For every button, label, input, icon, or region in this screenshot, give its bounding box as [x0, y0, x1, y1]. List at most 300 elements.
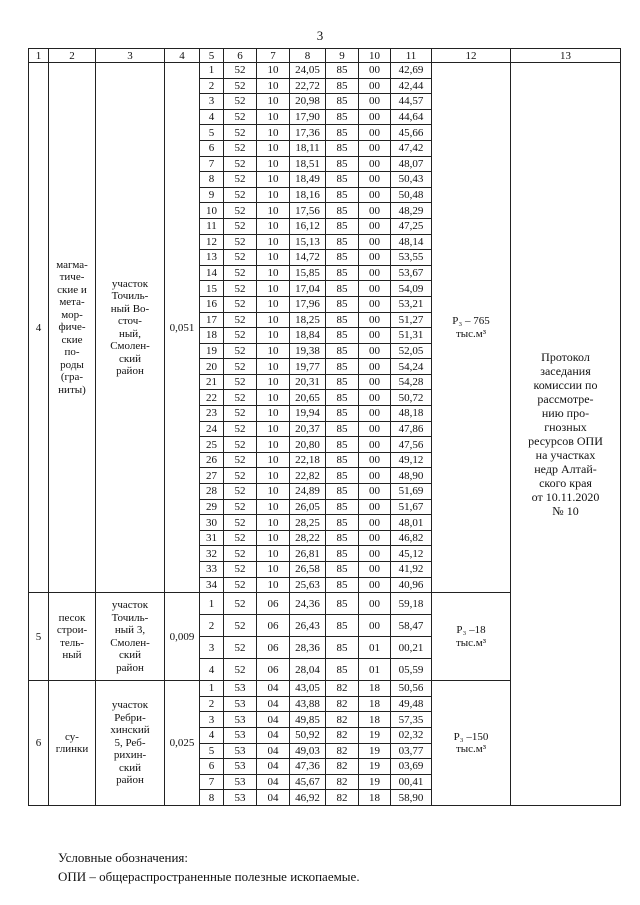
coordinate-cell: 52: [224, 406, 257, 422]
coordinate-cell: 10: [257, 78, 290, 94]
coordinate-cell: 24,89: [290, 484, 326, 500]
coordinate-cell: 1: [200, 63, 224, 79]
coordinate-cell: 05,59: [391, 659, 432, 681]
coordinate-cell: 85: [326, 281, 359, 297]
coordinate-cell: 24,36: [290, 593, 326, 615]
coordinate-cell: 04: [257, 774, 290, 790]
coordinate-cell: 52: [224, 218, 257, 234]
coordinate-cell: 18: [359, 681, 391, 697]
coordinate-cell: 50,48: [391, 187, 432, 203]
coordinate-cell: 15: [200, 281, 224, 297]
coordinate-cell: 52: [224, 187, 257, 203]
coordinate-cell: 04: [257, 712, 290, 728]
coordinate-cell: 28,04: [290, 659, 326, 681]
legend-title: Условные обозначения:: [58, 850, 189, 865]
coordinate-cell: 00: [359, 203, 391, 219]
coordinate-cell: 00: [359, 63, 391, 79]
coordinate-cell: 10: [257, 343, 290, 359]
coordinate-cell: 26,81: [290, 546, 326, 562]
coordinate-cell: 58,90: [391, 790, 432, 806]
coordinate-cell: 85: [326, 109, 359, 125]
coordinate-cell: 52,05: [391, 343, 432, 359]
coordinate-cell: 10: [257, 484, 290, 500]
coordinate-cell: 47,56: [391, 437, 432, 453]
coordinate-cell: 00: [359, 577, 391, 593]
coordinate-cell: 26,05: [290, 499, 326, 515]
coordinate-cell: 00: [359, 406, 391, 422]
coordinate-cell: 4: [200, 109, 224, 125]
coordinate-cell: 53: [224, 696, 257, 712]
coordinate-cell: 46,92: [290, 790, 326, 806]
coordinate-cell: 00: [359, 265, 391, 281]
coordinate-cell: 06: [257, 659, 290, 681]
coordinate-cell: 10: [257, 452, 290, 468]
coordinate-cell: 20: [200, 359, 224, 375]
coordinate-cell: 00: [359, 78, 391, 94]
header-cell: 9: [326, 49, 359, 63]
coordinate-cell: 10: [257, 218, 290, 234]
coordinate-cell: 85: [326, 172, 359, 188]
page-number: 3: [316, 28, 324, 43]
coordinate-cell: 52: [224, 281, 257, 297]
coordinate-cell: 26,43: [290, 615, 326, 637]
coordinate-cell: 10: [257, 562, 290, 578]
coordinate-cell: 21: [200, 374, 224, 390]
coordinate-cell: 02,32: [391, 727, 432, 743]
coordinate-cell: 29: [200, 499, 224, 515]
coordinate-cell: 52: [224, 637, 257, 659]
coordinate-cell: 18: [359, 712, 391, 728]
coordinate-cell: 42,69: [391, 63, 432, 79]
coordinate-cell: 12: [200, 234, 224, 250]
coordinate-cell: 06: [257, 593, 290, 615]
coordinate-cell: 53: [224, 727, 257, 743]
coordinate-cell: 00: [359, 615, 391, 637]
coordinate-cell: 52: [224, 296, 257, 312]
coordinate-cell: 49,85: [290, 712, 326, 728]
coordinate-cell: 85: [326, 374, 359, 390]
coordinate-cell: 18,84: [290, 328, 326, 344]
coordinate-cell: 82: [326, 743, 359, 759]
coordinate-cell: 52: [224, 343, 257, 359]
coordinates-table: [28, 48, 621, 806]
coordinate-cell: 6: [200, 759, 224, 775]
coordinate-cell: 85: [326, 577, 359, 593]
coordinate-cell: 48,07: [391, 156, 432, 172]
coordinate-cell: 52: [224, 172, 257, 188]
coordinate-cell: 00: [359, 562, 391, 578]
header-cell: 12: [432, 49, 511, 63]
coordinate-cell: 85: [326, 499, 359, 515]
coordinate-cell: 48,29: [391, 203, 432, 219]
coordinate-cell: 17,36: [290, 125, 326, 141]
coordinate-cell: 52: [224, 593, 257, 615]
coordinate-cell: 85: [326, 328, 359, 344]
coordinate-cell: 52: [224, 250, 257, 266]
coordinate-cell: 04: [257, 759, 290, 775]
coordinate-cell: 00: [359, 499, 391, 515]
coordinate-cell: 18,16: [290, 187, 326, 203]
coordinate-cell: 20,65: [290, 390, 326, 406]
coordinate-cell: 9: [200, 187, 224, 203]
coordinate-cell: 52: [224, 515, 257, 531]
coordinate-cell: 18,51: [290, 156, 326, 172]
coordinate-cell: 85: [326, 343, 359, 359]
coordinate-cell: 20,37: [290, 421, 326, 437]
coordinate-cell: 10: [257, 499, 290, 515]
header-row: [29, 49, 621, 63]
coordinate-cell: 85: [326, 530, 359, 546]
coordinate-cell: 25,63: [290, 577, 326, 593]
coordinate-cell: 10: [257, 140, 290, 156]
coordinate-cell: 3: [200, 637, 224, 659]
coordinate-cell: 85: [326, 615, 359, 637]
coordinate-cell: 85: [326, 468, 359, 484]
coordinate-cell: 1: [200, 681, 224, 697]
coordinate-cell: 82: [326, 681, 359, 697]
resource-estimate: Р₃ –18 тыс.м³: [432, 593, 511, 681]
coordinate-cell: 17,04: [290, 281, 326, 297]
site-name: участок Точиль- ный 3, Смолен- ский район: [96, 593, 165, 681]
coordinate-cell: 52: [224, 390, 257, 406]
coordinate-cell: 00: [359, 343, 391, 359]
coordinate-cell: 85: [326, 484, 359, 500]
coordinate-cell: 51,31: [391, 328, 432, 344]
coordinate-cell: 18: [200, 328, 224, 344]
coordinate-cell: 52: [224, 546, 257, 562]
coordinate-cell: 85: [326, 312, 359, 328]
protocol-reference: Протокол заседания комиссии по рассмотре- нию про- гнозных ресурсов ОПИ на участках недр Алтай- ского края от 10.11.2020 № 10: [511, 63, 621, 806]
coordinate-cell: 00: [359, 234, 391, 250]
coordinate-cell: 15,13: [290, 234, 326, 250]
area-value: 0,009: [165, 593, 200, 681]
coordinate-cell: 52: [224, 359, 257, 375]
coordinate-cell: 28: [200, 484, 224, 500]
coordinate-cell: 10: [257, 265, 290, 281]
coordinate-cell: 26: [200, 452, 224, 468]
coordinate-cell: 17,90: [290, 109, 326, 125]
coordinate-cell: 18: [359, 696, 391, 712]
coordinate-cell: 00: [359, 156, 391, 172]
coordinate-cell: 52: [224, 140, 257, 156]
coordinate-cell: 10: [200, 203, 224, 219]
coordinate-cell: 85: [326, 140, 359, 156]
coordinate-cell: 58,47: [391, 615, 432, 637]
coordinate-cell: 85: [326, 515, 359, 531]
coordinate-cell: 48,18: [391, 406, 432, 422]
coordinate-cell: 48,14: [391, 234, 432, 250]
coordinate-cell: 53: [224, 712, 257, 728]
coordinate-cell: 85: [326, 390, 359, 406]
coordinate-cell: 85: [326, 218, 359, 234]
coordinate-cell: 53: [224, 759, 257, 775]
coordinate-cell: 27: [200, 468, 224, 484]
coordinate-cell: 00: [359, 515, 391, 531]
coordinate-cell: 23: [200, 406, 224, 422]
coordinate-cell: 17,56: [290, 203, 326, 219]
coordinate-cell: 82: [326, 774, 359, 790]
coordinate-cell: 19: [359, 759, 391, 775]
coordinate-cell: 19,38: [290, 343, 326, 359]
coordinate-cell: 52: [224, 203, 257, 219]
area-value: 0,051: [165, 63, 200, 593]
coordinate-cell: 22,72: [290, 78, 326, 94]
coordinate-cell: 48,01: [391, 515, 432, 531]
coordinate-cell: 10: [257, 468, 290, 484]
site-name: участок Ребри- хинский 5, Реб- рихин- ский район: [96, 681, 165, 806]
coordinate-cell: 52: [224, 421, 257, 437]
coordinate-cell: 10: [257, 530, 290, 546]
coordinate-cell: 10: [257, 390, 290, 406]
coordinate-cell: 10: [257, 296, 290, 312]
header-cell: 2: [49, 49, 96, 63]
coordinate-cell: 52: [224, 63, 257, 79]
coordinate-cell: 5: [200, 743, 224, 759]
coordinate-cell: 31: [200, 530, 224, 546]
coordinate-cell: 85: [326, 637, 359, 659]
coordinate-cell: 19: [359, 743, 391, 759]
coordinate-cell: 7: [200, 774, 224, 790]
coordinate-cell: 18,49: [290, 172, 326, 188]
coordinate-cell: 2: [200, 78, 224, 94]
coordinate-cell: 19: [200, 343, 224, 359]
coordinate-cell: 82: [326, 696, 359, 712]
coordinate-cell: 00: [359, 109, 391, 125]
coordinate-cell: 17,96: [290, 296, 326, 312]
header-cell: 10: [359, 49, 391, 63]
coordinate-cell: 85: [326, 78, 359, 94]
header-cell: 4: [165, 49, 200, 63]
coordinate-cell: 00: [359, 452, 391, 468]
coordinate-cell: 06: [257, 615, 290, 637]
coordinate-cell: 01: [359, 659, 391, 681]
coordinate-cell: 34: [200, 577, 224, 593]
coordinate-cell: 00: [359, 468, 391, 484]
coordinate-cell: 5: [200, 125, 224, 141]
coordinate-cell: 33: [200, 562, 224, 578]
group-number: 6: [29, 681, 49, 806]
header-cell: 7: [257, 49, 290, 63]
coordinate-cell: 2: [200, 696, 224, 712]
coordinate-cell: 52: [224, 78, 257, 94]
coordinate-cell: 85: [326, 406, 359, 422]
coordinate-cell: 10: [257, 203, 290, 219]
coordinate-cell: 10: [257, 281, 290, 297]
coordinate-cell: 32: [200, 546, 224, 562]
coordinate-cell: 24: [200, 421, 224, 437]
coordinate-cell: 82: [326, 712, 359, 728]
coordinate-cell: 04: [257, 727, 290, 743]
coordinate-cell: 04: [257, 790, 290, 806]
area-value: 0,025: [165, 681, 200, 806]
coordinate-cell: 45,12: [391, 546, 432, 562]
coordinate-cell: 43,88: [290, 696, 326, 712]
coordinate-cell: 10: [257, 577, 290, 593]
rock-type: магма- тиче- ские и мета- мор- фиче- ские по- роды (гра- ниты): [49, 63, 96, 593]
coordinate-cell: 54,28: [391, 374, 432, 390]
coordinate-cell: 00: [359, 437, 391, 453]
coordinate-cell: 82: [326, 727, 359, 743]
coordinate-cell: 00: [359, 125, 391, 141]
coordinate-cell: 85: [326, 187, 359, 203]
coordinate-cell: 19,94: [290, 406, 326, 422]
legend: [58, 848, 360, 886]
coordinate-cell: 00: [359, 250, 391, 266]
coordinate-cell: 44,64: [391, 109, 432, 125]
coordinate-cell: 2: [200, 615, 224, 637]
legend-text: ОПИ – общераспространенные полезные ископаемые.: [58, 869, 360, 884]
coordinate-cell: 85: [326, 203, 359, 219]
coordinate-cell: 85: [326, 659, 359, 681]
coordinate-cell: 13: [200, 250, 224, 266]
coordinate-cell: 17: [200, 312, 224, 328]
coordinate-cell: 28,25: [290, 515, 326, 531]
coordinate-cell: 20,98: [290, 94, 326, 110]
coordinate-cell: 46,82: [391, 530, 432, 546]
coordinate-cell: 10: [257, 312, 290, 328]
coordinate-cell: 15,85: [290, 265, 326, 281]
coordinate-cell: 16: [200, 296, 224, 312]
header-cell: 13: [511, 49, 621, 63]
coordinate-cell: 85: [326, 63, 359, 79]
coordinate-cell: 53: [224, 774, 257, 790]
coordinate-cell: 40,96: [391, 577, 432, 593]
coordinate-cell: 10: [257, 359, 290, 375]
coordinate-cell: 52: [224, 328, 257, 344]
header-cell: 6: [224, 49, 257, 63]
coordinate-cell: 85: [326, 421, 359, 437]
coordinate-cell: 18: [359, 790, 391, 806]
coordinate-cell: 19,77: [290, 359, 326, 375]
coordinate-cell: 50,56: [391, 681, 432, 697]
coordinate-cell: 30: [200, 515, 224, 531]
coordinate-cell: 00: [359, 546, 391, 562]
coordinate-cell: 53: [224, 790, 257, 806]
coordinate-cell: 10: [257, 63, 290, 79]
coordinate-cell: 03,77: [391, 743, 432, 759]
coordinate-cell: 85: [326, 359, 359, 375]
coordinate-cell: 01: [359, 637, 391, 659]
coordinate-cell: 85: [326, 562, 359, 578]
coordinate-cell: 14: [200, 265, 224, 281]
coordinate-cell: 19: [359, 774, 391, 790]
coordinate-cell: 00: [359, 218, 391, 234]
coordinate-cell: 82: [326, 759, 359, 775]
coordinate-cell: 04: [257, 696, 290, 712]
coordinate-cell: 52: [224, 484, 257, 500]
coordinate-cell: 00: [359, 281, 391, 297]
coordinate-cell: 24,05: [290, 63, 326, 79]
coordinate-cell: 50,43: [391, 172, 432, 188]
coordinate-cell: 53: [224, 743, 257, 759]
coordinate-cell: 00: [359, 172, 391, 188]
coordinate-cell: 52: [224, 109, 257, 125]
coordinate-cell: 85: [326, 437, 359, 453]
coordinate-cell: 48,90: [391, 468, 432, 484]
coordinate-cell: 00: [359, 187, 391, 203]
coordinate-cell: 10: [257, 109, 290, 125]
coordinate-cell: 52: [224, 659, 257, 681]
coordinate-cell: 00: [359, 390, 391, 406]
coordinate-cell: 00: [359, 296, 391, 312]
coordinate-cell: 50,92: [290, 727, 326, 743]
coordinate-cell: 19: [359, 727, 391, 743]
header-cell: 8: [290, 49, 326, 63]
coordinate-cell: 52: [224, 577, 257, 593]
coordinate-cell: 00: [359, 140, 391, 156]
coordinate-cell: 50,72: [391, 390, 432, 406]
coordinate-cell: 45,66: [391, 125, 432, 141]
coordinate-cell: 28,22: [290, 530, 326, 546]
coordinate-cell: 25: [200, 437, 224, 453]
coordinate-cell: 49,03: [290, 743, 326, 759]
coordinate-cell: 00,21: [391, 637, 432, 659]
coordinate-cell: 52: [224, 615, 257, 637]
coordinate-cell: 14,72: [290, 250, 326, 266]
coordinate-cell: 10: [257, 546, 290, 562]
rock-type: су- глинки: [49, 681, 96, 806]
coordinate-cell: 00: [359, 374, 391, 390]
coordinate-cell: 8: [200, 172, 224, 188]
coordinate-cell: 22: [200, 390, 224, 406]
rock-type: песок строи- тель- ный: [49, 593, 96, 681]
coordinate-cell: 53: [224, 681, 257, 697]
coordinate-cell: 42,44: [391, 78, 432, 94]
coordinate-cell: 00: [359, 328, 391, 344]
coordinate-cell: 45,67: [290, 774, 326, 790]
coordinate-cell: 10: [257, 250, 290, 266]
coordinate-cell: 47,42: [391, 140, 432, 156]
coordinate-cell: 85: [326, 452, 359, 468]
coordinate-cell: 52: [224, 437, 257, 453]
coordinate-cell: 49,48: [391, 696, 432, 712]
coordinate-cell: 85: [326, 250, 359, 266]
coordinate-cell: 52: [224, 452, 257, 468]
coordinate-cell: 3: [200, 94, 224, 110]
coordinate-cell: 53,21: [391, 296, 432, 312]
coordinate-cell: 10: [257, 156, 290, 172]
coordinate-cell: 10: [257, 328, 290, 344]
coordinate-cell: 10: [257, 234, 290, 250]
coordinate-cell: 47,36: [290, 759, 326, 775]
coordinate-cell: 10: [257, 515, 290, 531]
coordinate-cell: 47,25: [391, 218, 432, 234]
coordinate-cell: 00: [359, 530, 391, 546]
coordinate-cell: 51,67: [391, 499, 432, 515]
coordinate-cell: 06: [257, 637, 290, 659]
coordinate-cell: 85: [326, 125, 359, 141]
coordinate-cell: 52: [224, 94, 257, 110]
coordinate-cell: 00: [359, 421, 391, 437]
coordinate-cell: 04: [257, 743, 290, 759]
coordinate-cell: 4: [200, 659, 224, 681]
coordinate-cell: 85: [326, 94, 359, 110]
coordinate-cell: 53,55: [391, 250, 432, 266]
coordinate-cell: 20,80: [290, 437, 326, 453]
coordinate-cell: 52: [224, 234, 257, 250]
coordinate-cell: 10: [257, 421, 290, 437]
coordinate-cell: 10: [257, 172, 290, 188]
coordinate-cell: 41,92: [391, 562, 432, 578]
coordinate-cell: 52: [224, 312, 257, 328]
header-cell: 11: [391, 49, 432, 63]
coordinate-cell: 57,35: [391, 712, 432, 728]
coordinate-cell: 85: [326, 546, 359, 562]
group-number: 4: [29, 63, 49, 593]
coordinate-cell: 8: [200, 790, 224, 806]
coordinate-cell: 52: [224, 468, 257, 484]
coordinate-cell: 18,11: [290, 140, 326, 156]
